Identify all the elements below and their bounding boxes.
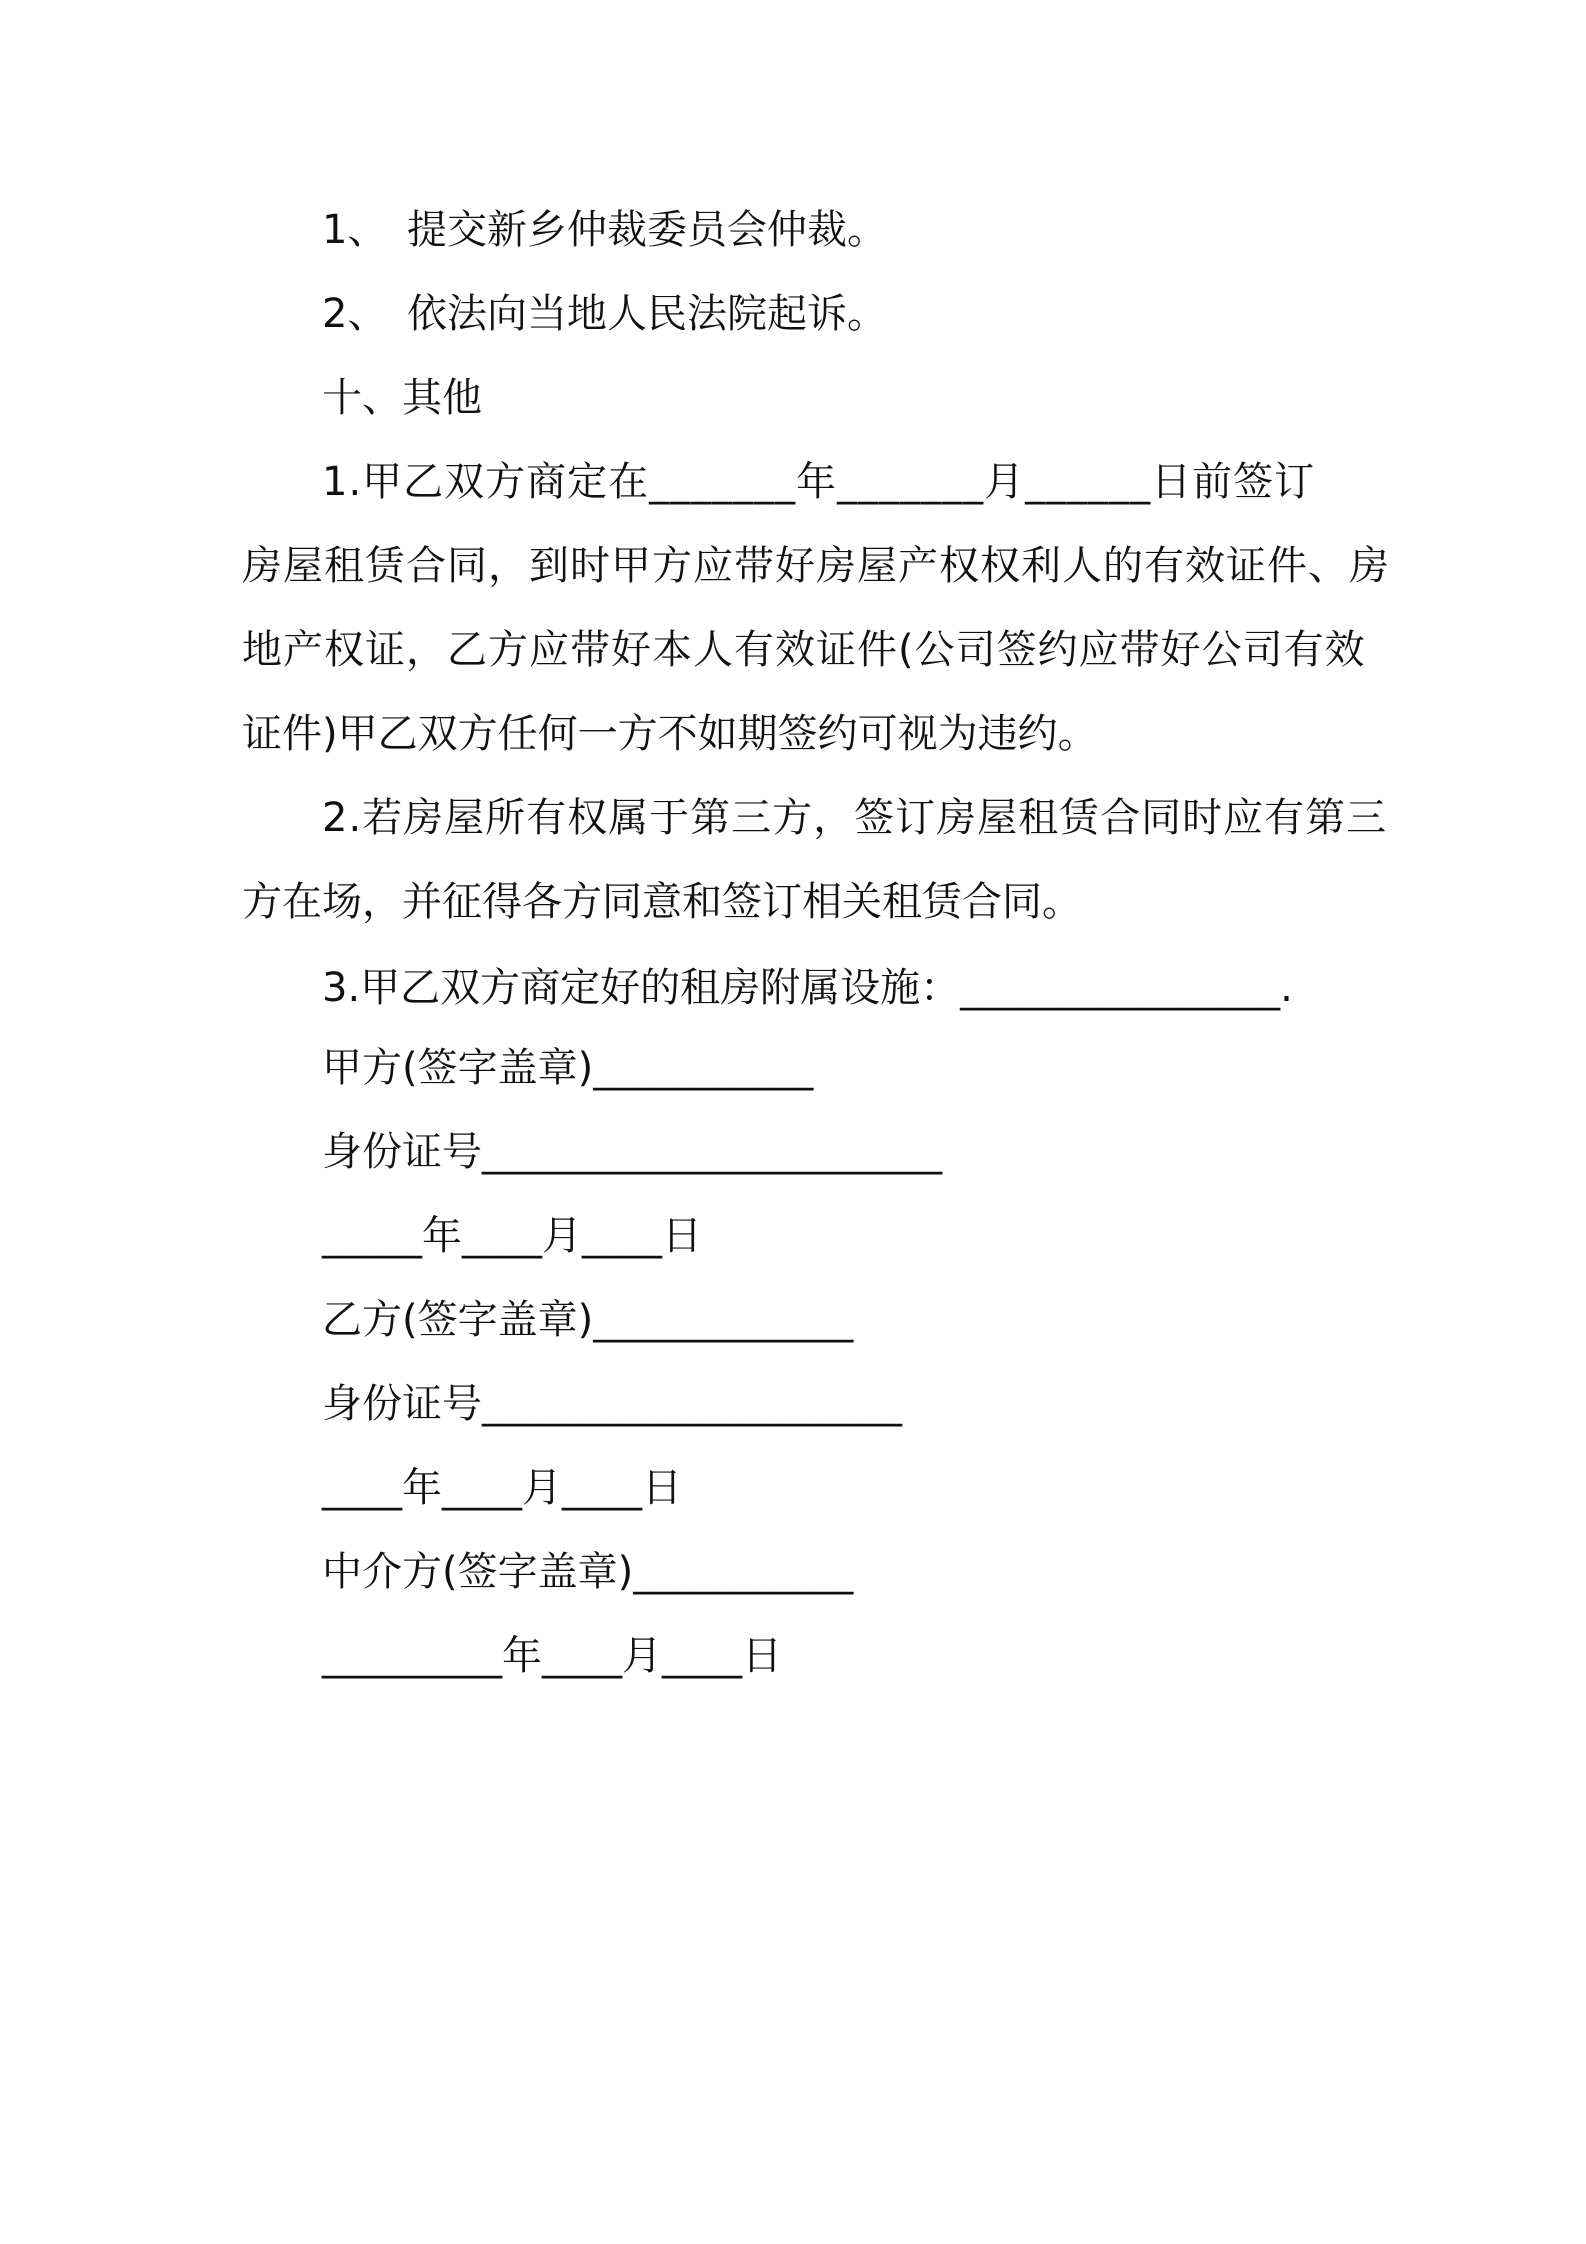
option-number: 2、	[322, 291, 388, 337]
party-a-id-number: 身份证号_______________________	[322, 1129, 942, 1175]
clause-1-line-4: 证件)甲乙双方任何一方不如期签约可视为违约。	[242, 711, 1098, 757]
option-number: 1、	[322, 207, 388, 253]
clause-2-line-1: 2.若房屋所有权属于第三方，签订房屋租赁合同时应有第三	[322, 795, 1388, 841]
option-text: 提交新乡仲裁委员会仲裁。	[407, 207, 887, 253]
clause-1-line-3: 地产权证，乙方应带好本人有效证件(公司签约应带好公司有效	[242, 627, 1366, 673]
option-text: 依法向当地人民法院起诉。	[407, 291, 887, 337]
dispute-option-2	[322, 288, 887, 340]
clause-3: 3.甲乙双方商定好的租房附属设施：________________.	[322, 965, 1293, 1011]
party-a-date: _____年____月____日	[322, 1213, 702, 1259]
section-heading: 十、其他	[322, 375, 482, 421]
party-b-id-number: 身份证号_____________________	[322, 1381, 902, 1427]
dispute-option-1	[322, 204, 887, 256]
agent-signature: 中介方(签字盖章)___________	[322, 1549, 854, 1595]
clause-1-line-2: 房屋租赁合同，到时甲方应带好房屋产权权利人的有效证件、房	[242, 543, 1390, 589]
clause-2-line-2: 方在场，并征得各方同意和签订相关租赁合同。	[242, 879, 1082, 925]
party-a-signature: 甲方(签字盖章)___________	[322, 1045, 814, 1091]
clause-1-line-1: 1.甲乙双方商定在_______年_______月______日前签订	[322, 459, 1316, 505]
agent-date: _________年____月____日	[322, 1633, 782, 1679]
party-b-date: ____年____月____日	[322, 1465, 682, 1511]
party-b-signature: 乙方(签字盖章)_____________	[322, 1297, 854, 1343]
